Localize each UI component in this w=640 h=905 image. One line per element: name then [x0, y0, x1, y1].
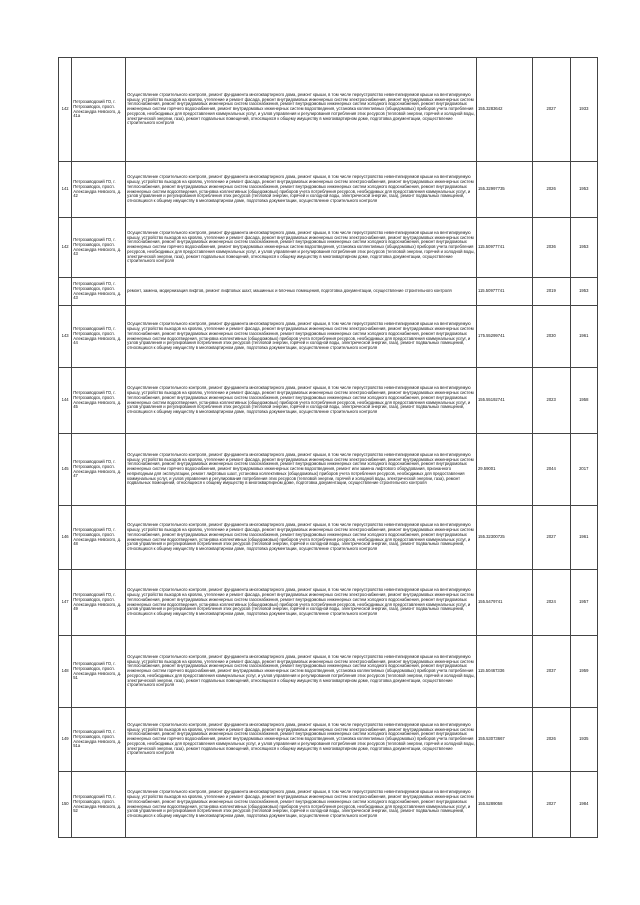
table-row — [59, 278, 598, 306]
table-row — [59, 772, 598, 838]
row-number: 141 — [59, 162, 72, 218]
work-list — [126, 708, 477, 772]
cost-value: 155.5479741 — [476, 570, 532, 636]
house-address: Петрозаводский ГО, г. Петрозаводск, просп. Александра Невского, д. 45 — [72, 368, 126, 434]
table-row — [59, 58, 598, 162]
planned-year: 2027 — [532, 58, 570, 162]
planned-year: 2019 — [532, 278, 570, 306]
build-year: 1935 — [570, 708, 598, 772]
work-list — [126, 218, 477, 278]
cost-value: 115.50977741 — [476, 218, 532, 278]
build-year: 1958 — [570, 368, 598, 434]
work-text: Осуществление строительного контроля, ремонт фундамента многоквартирного дома, ремонт крыши, в том числе переустройство невентилируемой крыши на вентилируемую крышу, устройство выходов на кровлю, утепление и ремонт фасада, ремонт внутридомовых инженерных систем электроснабжения, ремонт внутридомовых инженерных систем теплоснабжения, ремонт внутридомовых инженерных систем газоснабжения, ремонт внутридомовых инженерных систем холодного водоснабжения, ремонт внутридомовых инженерных систем водоотведения, установка коллективных (общедомовых) приборов учета потребления ресурсов, необходимых для предоставления коммунальных услуг, и узлов управления и регулирования потребления этих ресурсов (тепловой энергии, горячей и холодной воды, электрической энергии, газа), ремонт подвальных помещений, относящихся к общему имуществу в многоквартирном доме, подготовка документации, осуществление строительного контроля — [127, 588, 474, 617]
house-address: Петрозаводский ГО, г. Петрозаводск, просп. Александра Невского, д. 43 — [72, 278, 126, 306]
work-text: Осуществление строительного контроля, ремонт фундамента многоквартирного дома, ремонт крыши, в том числе переустройство невентилируемой крыши на вентилируемую крышу, устройство выходов на кровлю, утепление и ремонт фасада, ремонт внутридомовых инженерных систем электроснабжения, ремонт внутридомовых инженерных систем теплоснабжения, ремонт внутридомовых инженерных систем газоснабжения, ремонт внутридомовых инженерных систем холодного водоснабжения, ремонт внутридомовых инженерных систем водоотведения, установка коллективных (общедомовых) приборов учета потребления ресурсов, необходимых для предоставления коммунальных услуг, и узлов управления и регулирования потребления этих ресурсов (тепловой энергии, горячей и холодной воды, электрической энергии, газа), ремонт подвальных помещений, относящихся к общему имуществу в многоквартирном доме, подготовка документации, осуществление строительного контроля — [127, 322, 474, 351]
table-row — [59, 368, 598, 434]
house-address: Петрозаводский ГО, г. Петрозаводск, просп. Александра Невского, д. 52 — [72, 772, 126, 838]
cost-value: 175.55299741 — [476, 306, 532, 368]
planned-year: 2027 — [532, 506, 570, 570]
work-list — [126, 570, 477, 636]
planned-year: 2026 — [532, 708, 570, 772]
work-list — [126, 636, 477, 708]
planned-year: 2037 — [532, 636, 570, 708]
work-list — [126, 306, 477, 368]
planned-year: 2027 — [532, 772, 570, 838]
house-address: Петрозаводский ГО, г. Петрозаводск, просп. Александра Невского, д. 44 — [72, 306, 126, 368]
table-row — [59, 506, 598, 570]
table-row — [59, 708, 598, 772]
cost-value: 155.32300725 — [476, 506, 532, 570]
work-text: Осуществление строительного контроля, ремонт фундамента многоквартирного дома, ремонт крыши, в том числе переустройство невентилируемой крыши на вентилируемую крышу, устройство выходов на кровлю, утепление и ремонт фасада, ремонт внутридомовых инженерных систем электроснабжения, ремонт внутридомовых инженерных систем теплоснабжения, ремонт внутридомовых инженерных систем газоснабжения, ремонт внутридомовых инженерных систем холодного водоснабжения, ремонт внутридомовых инженерных систем водоотведения, установка коллективных (общедомовых) приборов учета потребления ресурсов, необходимых для предоставления коммунальных услуг, и узлов управления и регулирования потребления этих ресурсов (тепловой энергии, горячей и холодной воды, электрической энергии, газа), ремонт подвальных помещений, относящихся к общему имуществу в многоквартирном доме, подготовка документации, осуществление строительного контроля — [127, 175, 474, 204]
build-year: 2017 — [570, 434, 598, 506]
planned-year: 2026 — [532, 162, 570, 218]
row-number — [59, 278, 72, 306]
house-address: Петрозаводский ГО, г. Петрозаводск, просп. Александра Невского, д. 48 — [72, 506, 126, 570]
cost-value: 115.50977741 — [476, 278, 532, 306]
build-year: 1953 — [570, 278, 598, 306]
cost-value: 115.50467336 — [476, 636, 532, 708]
cost-value: 155.5289058 — [476, 772, 532, 838]
planned-year: 2036 — [532, 218, 570, 278]
work-text: Осуществление строительного контроля, ремонт фундамента многоквартирного дома, ремонт крыши, в том числе переустройство невентилируемой крыши на вентилируемую крышу, устройство выходов на кровлю, утепление и ремонт фасада, ремонт внутридомовых инженерных систем электроснабжения, ремонт внутридомовых инженерных систем теплоснабжения, ремонт внутридомовых инженерных систем газоснабжения, ремонт внутридомовых инженерных систем холодного водоснабжения, ремонт внутридомовых инженерных систем горячего водоснабжения, ремонт внутридомовых инженерных систем водоотведения, установка коллективных (общедомовых) приборов учета потребления ресурсов, необходимых для предоставления коммунальных услуг, и узлов управления и регулирования потребления этих ресурсов (тепловой энергии, горячей и холодной воды, электрической энергии, газа), ремонт подвальных помещений, относящихся к общему имуществу в многоквартирном доме, подготовка документации, осуществление строительного контроля — [127, 722, 475, 756]
house-address: Петрозаводский ГО, г. Петрозаводск, просп. Александра Невского, д. 41а — [72, 58, 126, 162]
row-number: 142 — [59, 218, 72, 278]
work-text: Осуществление строительного контроля, ремонт фундамента многоквартирного дома, ремонт крыши, в том числе переустройство невентилируемой крыши на вентилируемую крышу, устройство выходов на кровлю, утепление и ремонт фасада, ремонт внутридомовых инженерных систем электроснабжения, ремонт внутридомовых инженерных систем теплоснабжения, ремонт внутридомовых инженерных систем газоснабжения, ремонт внутридомовых инженерных систем холодного водоснабжения, ремонт внутридомовых инженерных систем горячего водоснабжения, ремонт внутридомовых инженерных систем водоотведения, установка коллективных (общедомовых) приборов учета потребления ресурсов, необходимых для предоставления коммунальных услуг, и узлов управления и регулирования потребления этих ресурсов (тепловой энергии, горячей и холодной воды, электрической энергии, газа), ремонт подвальных помещений, относящихся к общему имуществу в многоквартирном доме, подготовка документации, осуществление строительного контроля — [127, 92, 475, 126]
table-row — [59, 570, 598, 636]
build-year: 1953 — [570, 162, 598, 218]
row-number: 150 — [59, 772, 72, 838]
cost-value: 155.55192741 — [476, 368, 532, 434]
table-row — [59, 306, 598, 368]
row-number: 144 — [59, 368, 72, 434]
planned-year: 2024 — [532, 570, 570, 636]
build-year: 1959 — [570, 636, 598, 708]
table-row — [59, 636, 598, 708]
work-text: Осуществление строительного контроля, ремонт фундамента многоквартирного дома, ремонт крыши, в том числе переустройство невентилируемой крыши на вентилируемую крышу, устройство выходов на кровлю, утепление и ремонт фасада, ремонт внутридомовых инженерных систем электроснабжения, ремонт внутридомовых инженерных систем теплоснабжения, ремонт внутридомовых инженерных систем газоснабжения, ремонт внутридомовых инженерных систем холодного водоснабжения, ремонт внутридомовых инженерных систем водоотведения, установка коллективных (общедомовых) приборов учета потребления ресурсов, необходимых для предоставления коммунальных услуг, и узлов управления и регулирования потребления этих ресурсов (тепловой энергии, горячей и холодной воды, электрической энергии, газа), ремонт подвальных помещений, относящихся к общему имуществу в многоквартирном доме, подготовка документации, осуществление строительного контроля — [127, 386, 474, 415]
row-number: 145 — [59, 434, 72, 506]
work-list — [126, 506, 477, 570]
planned-year: 2030 — [532, 306, 570, 368]
cost-value: 155.32997735 — [476, 162, 532, 218]
planned-year: 2023 — [532, 368, 570, 434]
row-number: 149 — [59, 708, 72, 772]
build-year: 1953 — [570, 218, 598, 278]
build-year: 1984 — [570, 772, 598, 838]
cost-value: 155.3283642 — [476, 58, 532, 162]
work-text: Осуществление строительного контроля, ремонт фундамента многоквартирного дома, ремонт крыши, в том числе переустройство невентилируемой крыши на вентилируемую крышу, устройство выходов на кровлю, утепление и ремонт фасада, ремонт внутридомовых инженерных систем электроснабжения, ремонт внутридомовых инженерных систем теплоснабжения, ремонт внутридомовых инженерных систем газоснабжения, ремонт внутридомовых инженерных систем холодного водоснабжения, ремонт внутридомовых инженерных систем горячего водоснабжения, ремонт внутридомовых инженерных систем водоотведения, установка коллективных (общедомовых) приборов учета потребления ресурсов, необходимых для предоставления коммунальных услуг, и узлов управления и регулирования потребления этих ресурсов (тепловой энергии, горячей и холодной воды, электрической энергии, газа), ремонт подвальных помещений, относящихся к общему имуществу в многоквартирном доме, подготовка документации, осуществление строительного контроля — [127, 654, 475, 688]
house-address: Петрозаводский ГО, г. Петрозаводск, просп. Александра Невского, д. 51а — [72, 708, 126, 772]
work-list — [126, 58, 477, 162]
house-address: Петрозаводский ГО, г. Петрозаводск, просп. Александра Невского, д. 47 — [72, 434, 126, 506]
work-list — [126, 278, 477, 306]
work-text: Осуществление строительного контроля, ремонт фундамента многоквартирного дома, ремонт крыши, в том числе переустройство невентилируемой крыши на вентилируемую крышу, устройство выходов на кровлю, утепление и ремонт фасада, ремонт внутридомовых инженерных систем электроснабжения, ремонт внутридомовых инженерных систем теплоснабжения, ремонт внутридомовых инженерных систем газоснабжения, ремонт внутридомовых инженерных систем холодного водоснабжения, ремонт внутридомовых инженерных систем горячего водоснабжения, ремонт внутридомовых инженерных систем водоотведения, установка коллективных (общедомовых) приборов учета потребления ресурсов, необходимых для предоставления коммунальных услуг, и узлов управления и регулирования потребления этих ресурсов (тепловой энергии, горячей и холодной воды, электрической энергии, газа), ремонт подвальных помещений, относящихся к общему имуществу в многоквартирном доме, подготовка документации, осуществление строительного контроля — [127, 230, 475, 264]
work-list — [126, 434, 477, 506]
table-row — [59, 434, 598, 506]
row-number: 143 — [59, 306, 72, 368]
house-address: Петрозаводский ГО, г. Петрозаводск, просп. Александра Невского, д. 43 — [72, 218, 126, 278]
work-text: ремонт, замена, модернизация лифтов, ремонт лифтовых шахт, машинных и блочных помещений, подготовка документации, осуществление строительного контроля — [127, 289, 452, 294]
work-list — [126, 772, 477, 838]
planned-year: 2044 — [532, 434, 570, 506]
table-row — [59, 162, 598, 218]
row-number: 148 — [59, 636, 72, 708]
build-year: 1933 — [570, 58, 598, 162]
work-text: Осуществление строительного контроля, ремонт фундамента многоквартирного дома, ремонт крыши, в том числе переустройство невентилируемой крыши на вентилируемую крышу, устройство выходов на кровлю, утепление и ремонт фасада, ремонт внутридомовых инженерных систем электроснабжения, ремонт внутридомовых инженерных систем теплоснабжения, ремонт внутридомовых инженерных систем газоснабжения, ремонт внутридомовых инженерных систем холодного водоснабжения, ремонт внутридомовых инженерных систем водоотведения, установка коллективных (общедомовых) приборов учета потребления ресурсов, необходимых для предоставления коммунальных услуг, и узлов управления и регулирования потребления этих ресурсов (тепловой энергии, горячей и холодной воды, электрической энергии, газа), ремонт подвальных помещений, относящихся к общему имуществу в многоквартирном доме, подготовка документации, осуществление строительного контроля — [127, 523, 474, 552]
work-text: Осуществление строительного контроля, ремонт фундамента многоквартирного дома, ремонт крыши, в том числе переустройство невентилируемой крыши на вентилируемую крышу, устройство выходов на кровлю, утепление и ремонт фасада, ремонт внутридомовых инженерных систем электроснабжения, ремонт внутридомовых инженерных систем теплоснабжения, ремонт внутридомовых инженерных систем газоснабжения, ремонт внутридомовых инженерных систем холодного водоснабжения, ремонт внутридомовых инженерных систем горячего водоснабжения, ремонт внутридомовых инженерных систем водоотведения, ремонт или замена лифтового оборудования, признанного непригодным для эксплуатации, ремонт лифтовых шахт, установка коллективных (общедомовых) приборов учета потребления ресурсов, необходимых для предоставления коммунальных услуг, и узлов управления и регулирования потребления этих ресурсов (тепловой энергии, горячей и холодной воды, электрической энергии, газа), ремонт подвальных помещений, относящихся к общему имуществу в многоквартирном доме, подготовка документации, осуществление строительного контроля — [127, 452, 474, 486]
cost-value: 29.59001 — [476, 434, 532, 506]
work-list — [126, 368, 477, 434]
house-address: Петрозаводский ГО, г. Петрозаводск, просп. Александра Невского, д. 42 — [72, 162, 126, 218]
row-number: 146 — [59, 506, 72, 570]
row-number: 147 — [59, 570, 72, 636]
work-text: Осуществление строительного контроля, ремонт фундамента многоквартирного дома, ремонт крыши, в том числе переустройство невентилируемой крыши на вентилируемую крышу, устройство выходов на кровлю, утепление и ремонт фасада, ремонт внутридомовых инженерных систем электроснабжения, ремонт внутридомовых инженерных систем теплоснабжения, ремонт внутридомовых инженерных систем газоснабжения, ремонт внутридомовых инженерных систем холодного водоснабжения, ремонт внутридомовых инженерных систем водоотведения, установка коллективных (общедомовых) приборов учета потребления ресурсов, необходимых для предоставления коммунальных услуг, и узлов управления и регулирования потребления этих ресурсов (тепловой энергии, горячей и холодной воды, электрической энергии, газа), ремонт подвальных помещений, относящихся к общему имуществу в многоквартирном доме, подготовка документации, осуществление строительного контроля — [127, 790, 474, 819]
house-address: Петрозаводский ГО, г. Петрозаводск, просп. Александра Невского, д. 51 — [72, 636, 126, 708]
build-year: 1961 — [570, 306, 598, 368]
table-row — [59, 218, 598, 278]
cost-value: 155.53073667 — [476, 708, 532, 772]
work-list — [126, 162, 477, 218]
row-number: 142 — [59, 58, 72, 162]
build-year: 1957 — [570, 570, 598, 636]
capital-repair-table — [58, 57, 598, 838]
house-address: Петрозаводский ГО, г. Петрозаводск, просп. Александра Невского, д. 49 — [72, 570, 126, 636]
build-year: 1961 — [570, 506, 598, 570]
